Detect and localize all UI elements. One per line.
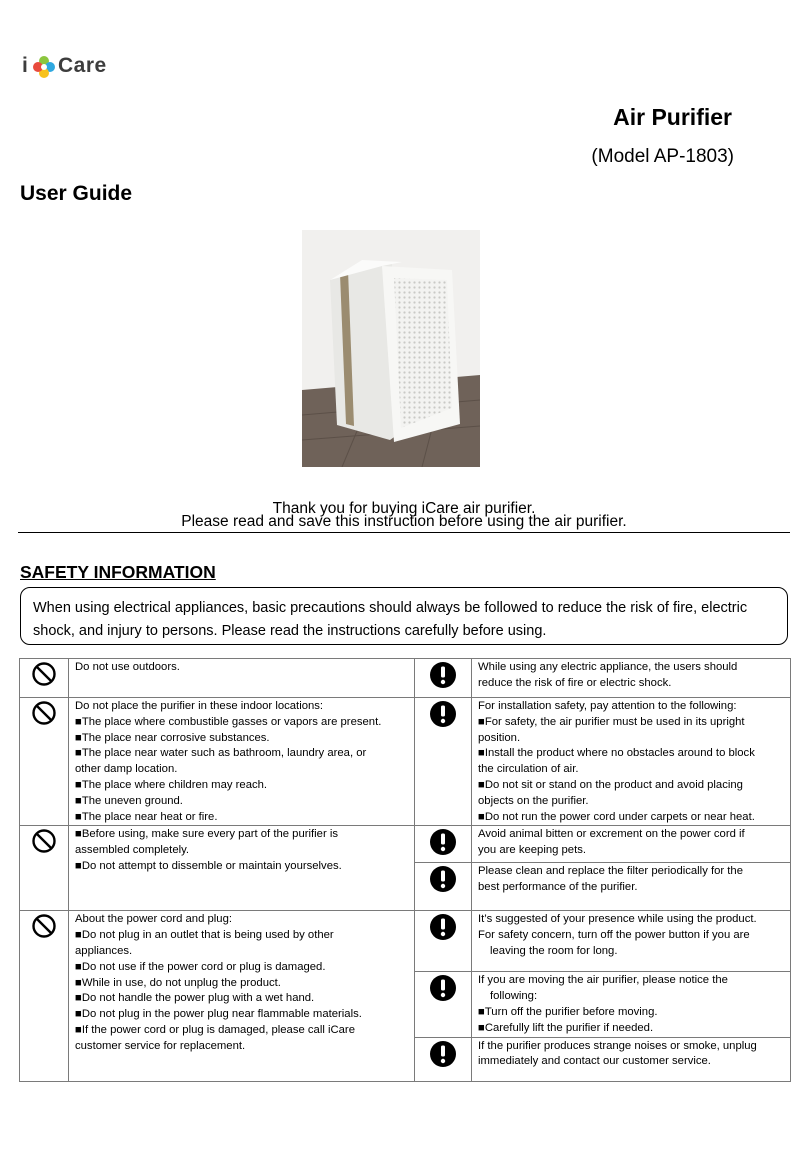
text-line: ■For safety, the air purifier must be used in its upright bbox=[478, 715, 745, 728]
intro-line: When using electrical appliances, basic precautions should always be followed to reduce the risk of fire, electric bbox=[33, 600, 748, 616]
divider bbox=[18, 532, 790, 533]
text-line: ■Do not attempt to dissemble or maintain yourselves. bbox=[75, 859, 342, 872]
read-instructions-line: Please read and save this instruction before using the air purifier. bbox=[181, 513, 627, 530]
text-line: ■Install the product where no obstacles around to block bbox=[478, 747, 755, 760]
text-line: other damp location. bbox=[75, 763, 178, 776]
icon-cell bbox=[415, 659, 472, 698]
text-line: the circulation of air. bbox=[478, 763, 579, 776]
text-line: ■Do not handle the power plug with a wet hand. bbox=[75, 992, 315, 1005]
mandatory-icon bbox=[429, 661, 457, 689]
text-line: best performance of the purifier. bbox=[478, 881, 638, 894]
instruction-text-cell bbox=[472, 972, 791, 1037]
safety-intro-box bbox=[20, 587, 788, 645]
page-title: User Guide bbox=[20, 182, 133, 205]
text-line: appliances. bbox=[75, 944, 133, 957]
text-line: ■Before using, make sure every part of the purifier is bbox=[75, 828, 339, 841]
text-line: For safety concern, turn off the power button if you are bbox=[478, 929, 750, 942]
table-row bbox=[20, 698, 791, 826]
safety-table bbox=[19, 658, 791, 1082]
prohibited-icon bbox=[31, 913, 57, 939]
icon-cell bbox=[415, 972, 472, 1037]
text-line: ■The uneven ground. bbox=[75, 794, 183, 807]
text-line: leaving the room for long. bbox=[490, 944, 618, 957]
text-line: immediately and contact our customer service. bbox=[478, 1055, 711, 1068]
text-line: following: bbox=[490, 990, 538, 1003]
icon-cell bbox=[20, 698, 69, 826]
icon-cell bbox=[415, 698, 472, 826]
text-line: you are keeping pets. bbox=[478, 844, 587, 857]
icon-cell bbox=[415, 863, 472, 911]
text-line: ■Do not run the power cord under carpets or near heat. bbox=[478, 810, 755, 823]
prohibited-icon bbox=[31, 700, 57, 726]
text-line: ■Carefully lift the purifier if needed. bbox=[478, 1021, 654, 1034]
text-line: About the power cord and plug: bbox=[75, 913, 233, 926]
text-line: Do not use outdoors. bbox=[75, 661, 180, 673]
mandatory-icon bbox=[429, 1040, 457, 1068]
text-line: For installation safety, pay attention to the following: bbox=[478, 700, 737, 712]
icon-cell bbox=[415, 826, 472, 863]
text-line: It’s suggested of your presence while using the product. bbox=[478, 913, 757, 926]
text-line: If the purifier produces strange noises or smoke, unplug bbox=[478, 1039, 757, 1052]
flower-logo-icon bbox=[32, 55, 56, 79]
mandatory-icon bbox=[429, 974, 457, 1002]
text-line: ■The place near water such as bathroom, laundry area, or bbox=[75, 747, 367, 760]
text-line: If you are moving the air purifier, please notice the bbox=[478, 974, 728, 987]
text-line: position. bbox=[478, 731, 521, 744]
text-line: ■Do not plug in the power plug near flammable materials. bbox=[75, 1008, 362, 1021]
text-line: ■Do not use if the power cord or plug is damaged. bbox=[75, 960, 326, 973]
text-line: Do not place the purifier in these indoor locations: bbox=[75, 700, 324, 712]
instruction-text-cell bbox=[472, 863, 791, 911]
instruction-text-cell bbox=[472, 698, 791, 826]
text-line: objects on the purifier. bbox=[478, 794, 589, 807]
text-line: assembled completely. bbox=[75, 844, 190, 857]
instruction-text-cell bbox=[472, 911, 791, 972]
text-line: Please clean and replace the filter periodically for the bbox=[478, 865, 744, 878]
instruction-text-cell bbox=[472, 659, 791, 698]
icon-cell bbox=[20, 659, 69, 698]
icon-cell bbox=[20, 826, 69, 911]
text-line: ■The place where children may reach. bbox=[75, 778, 268, 791]
icon-cell bbox=[415, 1037, 472, 1081]
model-number: (Model AP-1803) bbox=[591, 146, 734, 167]
section-heading: SAFETY INFORMATION bbox=[20, 562, 216, 582]
instruction-text-cell bbox=[472, 826, 791, 863]
prohibited-icon bbox=[31, 828, 57, 854]
mandatory-icon bbox=[429, 700, 457, 728]
thank-you-line: Thank you for buying iCare air purifier. bbox=[272, 500, 536, 517]
warning-text-cell bbox=[69, 826, 415, 911]
warning-text-cell bbox=[69, 911, 415, 1081]
instruction-text-cell bbox=[472, 1037, 791, 1081]
text-line: ■Do not sit or stand on the product and avoid placing bbox=[478, 778, 743, 791]
brand-prefix: i bbox=[22, 54, 28, 77]
air-purifier-illustration bbox=[302, 230, 480, 467]
mandatory-icon bbox=[429, 865, 457, 893]
product-title: Air Purifier bbox=[613, 104, 732, 130]
text-line: reduce the risk of fire or electric shock. bbox=[478, 676, 672, 689]
intro-line: shock, and injury to persons. Please read the instructions carefully before using. bbox=[33, 623, 547, 639]
mandatory-icon bbox=[429, 828, 457, 856]
mandatory-icon bbox=[429, 913, 457, 941]
text-line: ■Do not plug in an outlet that is being used by other bbox=[75, 929, 334, 942]
text-line: ■The place near corrosive substances. bbox=[75, 731, 270, 744]
text-line: customer service for replacement. bbox=[75, 1039, 246, 1052]
warning-text-cell bbox=[69, 698, 415, 826]
table-row bbox=[20, 826, 791, 863]
brand-name: Care bbox=[58, 54, 107, 77]
table-row bbox=[20, 659, 791, 698]
prohibited-icon bbox=[31, 661, 57, 687]
icon-cell bbox=[415, 911, 472, 972]
table-row bbox=[20, 911, 791, 972]
text-line: ■The place where combustible gasses or vapors are present. bbox=[75, 715, 382, 728]
text-line: ■Turn off the purifier before moving. bbox=[478, 1005, 658, 1018]
text-line: While using any electric appliance, the users should bbox=[478, 661, 738, 673]
warning-text-cell bbox=[69, 659, 415, 698]
text-line: ■If the power cord or plug is damaged, please call iCare bbox=[75, 1023, 355, 1036]
text-line: Avoid animal bitten or excrement on the power cord if bbox=[478, 828, 745, 841]
icon-cell bbox=[20, 911, 69, 1081]
brand-logo bbox=[22, 52, 122, 82]
text-line: ■The place near heat or fire. bbox=[75, 810, 218, 823]
text-line: ■While in use, do not unplug the product. bbox=[75, 976, 281, 989]
product-photo bbox=[302, 230, 480, 467]
